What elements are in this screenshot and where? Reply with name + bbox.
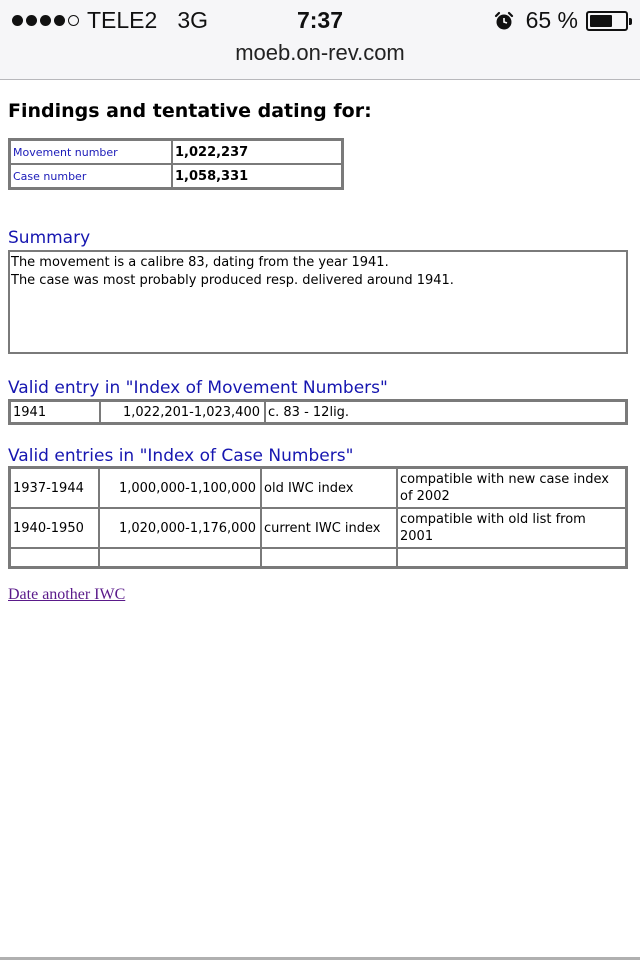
table-cell (99, 548, 261, 567)
table-row (10, 508, 626, 548)
case-number-label: Case number (10, 164, 172, 188)
summary-line: The movement is a calibre 83, dating from the year 1941. (11, 255, 389, 270)
carrier-name: TELE2 (87, 7, 158, 33)
date-another-iwc-link[interactable]: Date another IWC (8, 586, 126, 603)
summary-line: The case was most probably produced resp. delivered around 1941. (11, 273, 454, 288)
movement-index-title: Valid entry in "Index of Movement Numbers" (8, 378, 388, 398)
network-type: 3G (177, 7, 209, 33)
table-cell: 1,020,000-1,176,000 (99, 508, 261, 548)
signal-strength-icon (12, 15, 79, 26)
table-cell: old IWC index (261, 468, 397, 508)
summary-box (8, 250, 628, 354)
table-cell: 1,022,201-1,023,400 (100, 401, 265, 423)
table-cell: 1940-1950 (10, 508, 99, 548)
clock: 7:37 (296, 7, 344, 33)
page-title: Findings and tentative dating for: (8, 100, 372, 122)
summary-title: Summary (8, 228, 91, 248)
table-cell: current IWC index (261, 508, 397, 548)
case-index-title: Valid entries in "Index of Case Numbers" (8, 446, 354, 466)
status-bar (0, 0, 640, 40)
table-row (10, 164, 342, 188)
table-cell: 1,000,000-1,100,000 (99, 468, 261, 508)
case-number-value: 1,058,331 (172, 164, 342, 188)
table-row (10, 401, 626, 423)
address-bar[interactable]: moeb.on-rev.com (235, 40, 405, 65)
table-cell: 1941 (10, 401, 100, 423)
table-cell (397, 548, 626, 567)
table-cell (10, 548, 99, 567)
table-cell: c. 83 - 12lig. (265, 401, 626, 423)
battery-icon (586, 11, 628, 31)
movement-number-label: Movement number (10, 140, 172, 164)
movement-number-value: 1,022,237 (172, 140, 342, 164)
case-index-table (8, 466, 628, 569)
table-row (10, 548, 626, 567)
table-cell: 1937-1944 (10, 468, 99, 508)
table-row (10, 468, 626, 508)
battery-percentage: 65 % (525, 7, 578, 33)
table-row (10, 140, 342, 164)
movement-index-table (8, 399, 628, 425)
table-cell (261, 548, 397, 567)
table-cell: compatible with new case index of 2002 (397, 468, 626, 508)
browser-chrome (0, 0, 640, 80)
alarm-clock-icon (494, 11, 514, 31)
table-cell: compatible with old list from 2001 (397, 508, 626, 548)
input-numbers-table (8, 138, 344, 190)
